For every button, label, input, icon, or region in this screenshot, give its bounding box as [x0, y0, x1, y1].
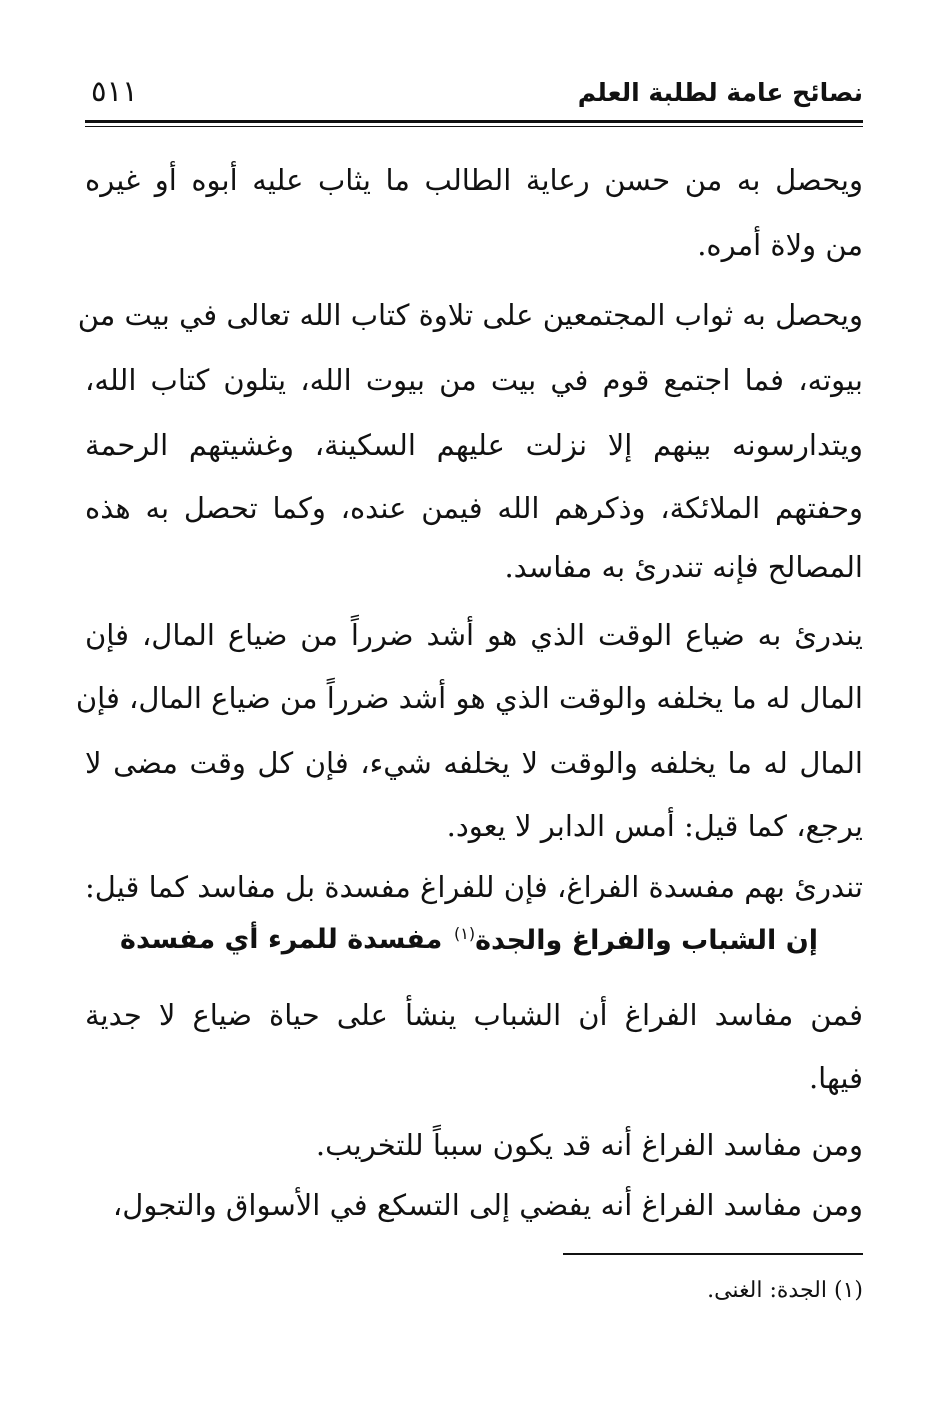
page-number: ٥١١	[91, 74, 138, 108]
poetry-verse	[85, 921, 863, 967]
body-line: يندرئ به ضياع الوقت الذي هو أشد ضرراً من ضياع المال، فإن	[85, 618, 863, 652]
page-header	[85, 70, 863, 120]
body-line: ومن مفاسد الفراغ أنه يفضي إلى التسكع في الأسواق والتجول،	[112, 1188, 863, 1222]
body-line: من ولاة أمره.	[697, 228, 863, 262]
body-line: فيها.	[808, 1061, 863, 1095]
body-line: ويحصل به ثواب المجتمعين على تلاوة كتاب الله تعالى في بيت من	[77, 298, 863, 332]
verse-first-hemistich	[454, 924, 818, 956]
body-line: وحفتهم الملائكة، وذكرهم الله فيمن عنده، وكما تحصل به هذه	[85, 491, 863, 525]
body-line: بيوته، فما اجتمع قوم في بيت من بيوت الله، يتلون كتاب الله،	[85, 363, 863, 397]
body-line: المصالح فإنه تندرئ به مفاسد.	[504, 550, 863, 584]
header-rule-thin	[85, 126, 863, 127]
body-line: المال له ما يخلفه والوقت الذي هو أشد ضرراً من ضياع المال، فإن	[75, 681, 863, 715]
footnote: (١) الجدة: الغنى.	[707, 1278, 863, 1303]
header-rule	[85, 120, 863, 123]
footnote-marker: (١)	[453, 924, 476, 943]
body-line: ويحصل به من حسن رعاية الطالب ما يثاب عليه أبوه أو غيره	[85, 163, 863, 197]
footnote-rule	[563, 1253, 863, 1255]
running-head-title: نصائح عامة لطلبة العلم	[577, 78, 863, 107]
body-line: فمن مفاسد الفراغ أن الشباب ينشأ على حياة ضياع لا جدية	[85, 998, 863, 1032]
body-line: تندرئ بهم مفسدة الفراغ، فإن للفراغ مفسدة بل مفاسد كما قيل:	[85, 870, 863, 904]
verse-second-hemistich: مفسدة للمرء أي مفسدة	[120, 924, 443, 955]
body-line: ويتدارسونه بينهم إلا نزلت عليهم السكينة، وغشيتهم الرحمة	[85, 428, 863, 462]
body-line: ومن مفاسد الفراغ أنه قد يكون سبباً للتخريب.	[315, 1128, 863, 1162]
body-line: المال له ما يخلفه والوقت لا يخلفه شيء، فإن كل وقت مضى لا	[85, 746, 863, 780]
verse-first-text: إن الشباب والفراغ والجدة	[475, 925, 818, 956]
body-line: يرجع، كما قيل: أمس الدابر لا يعود.	[446, 809, 863, 843]
